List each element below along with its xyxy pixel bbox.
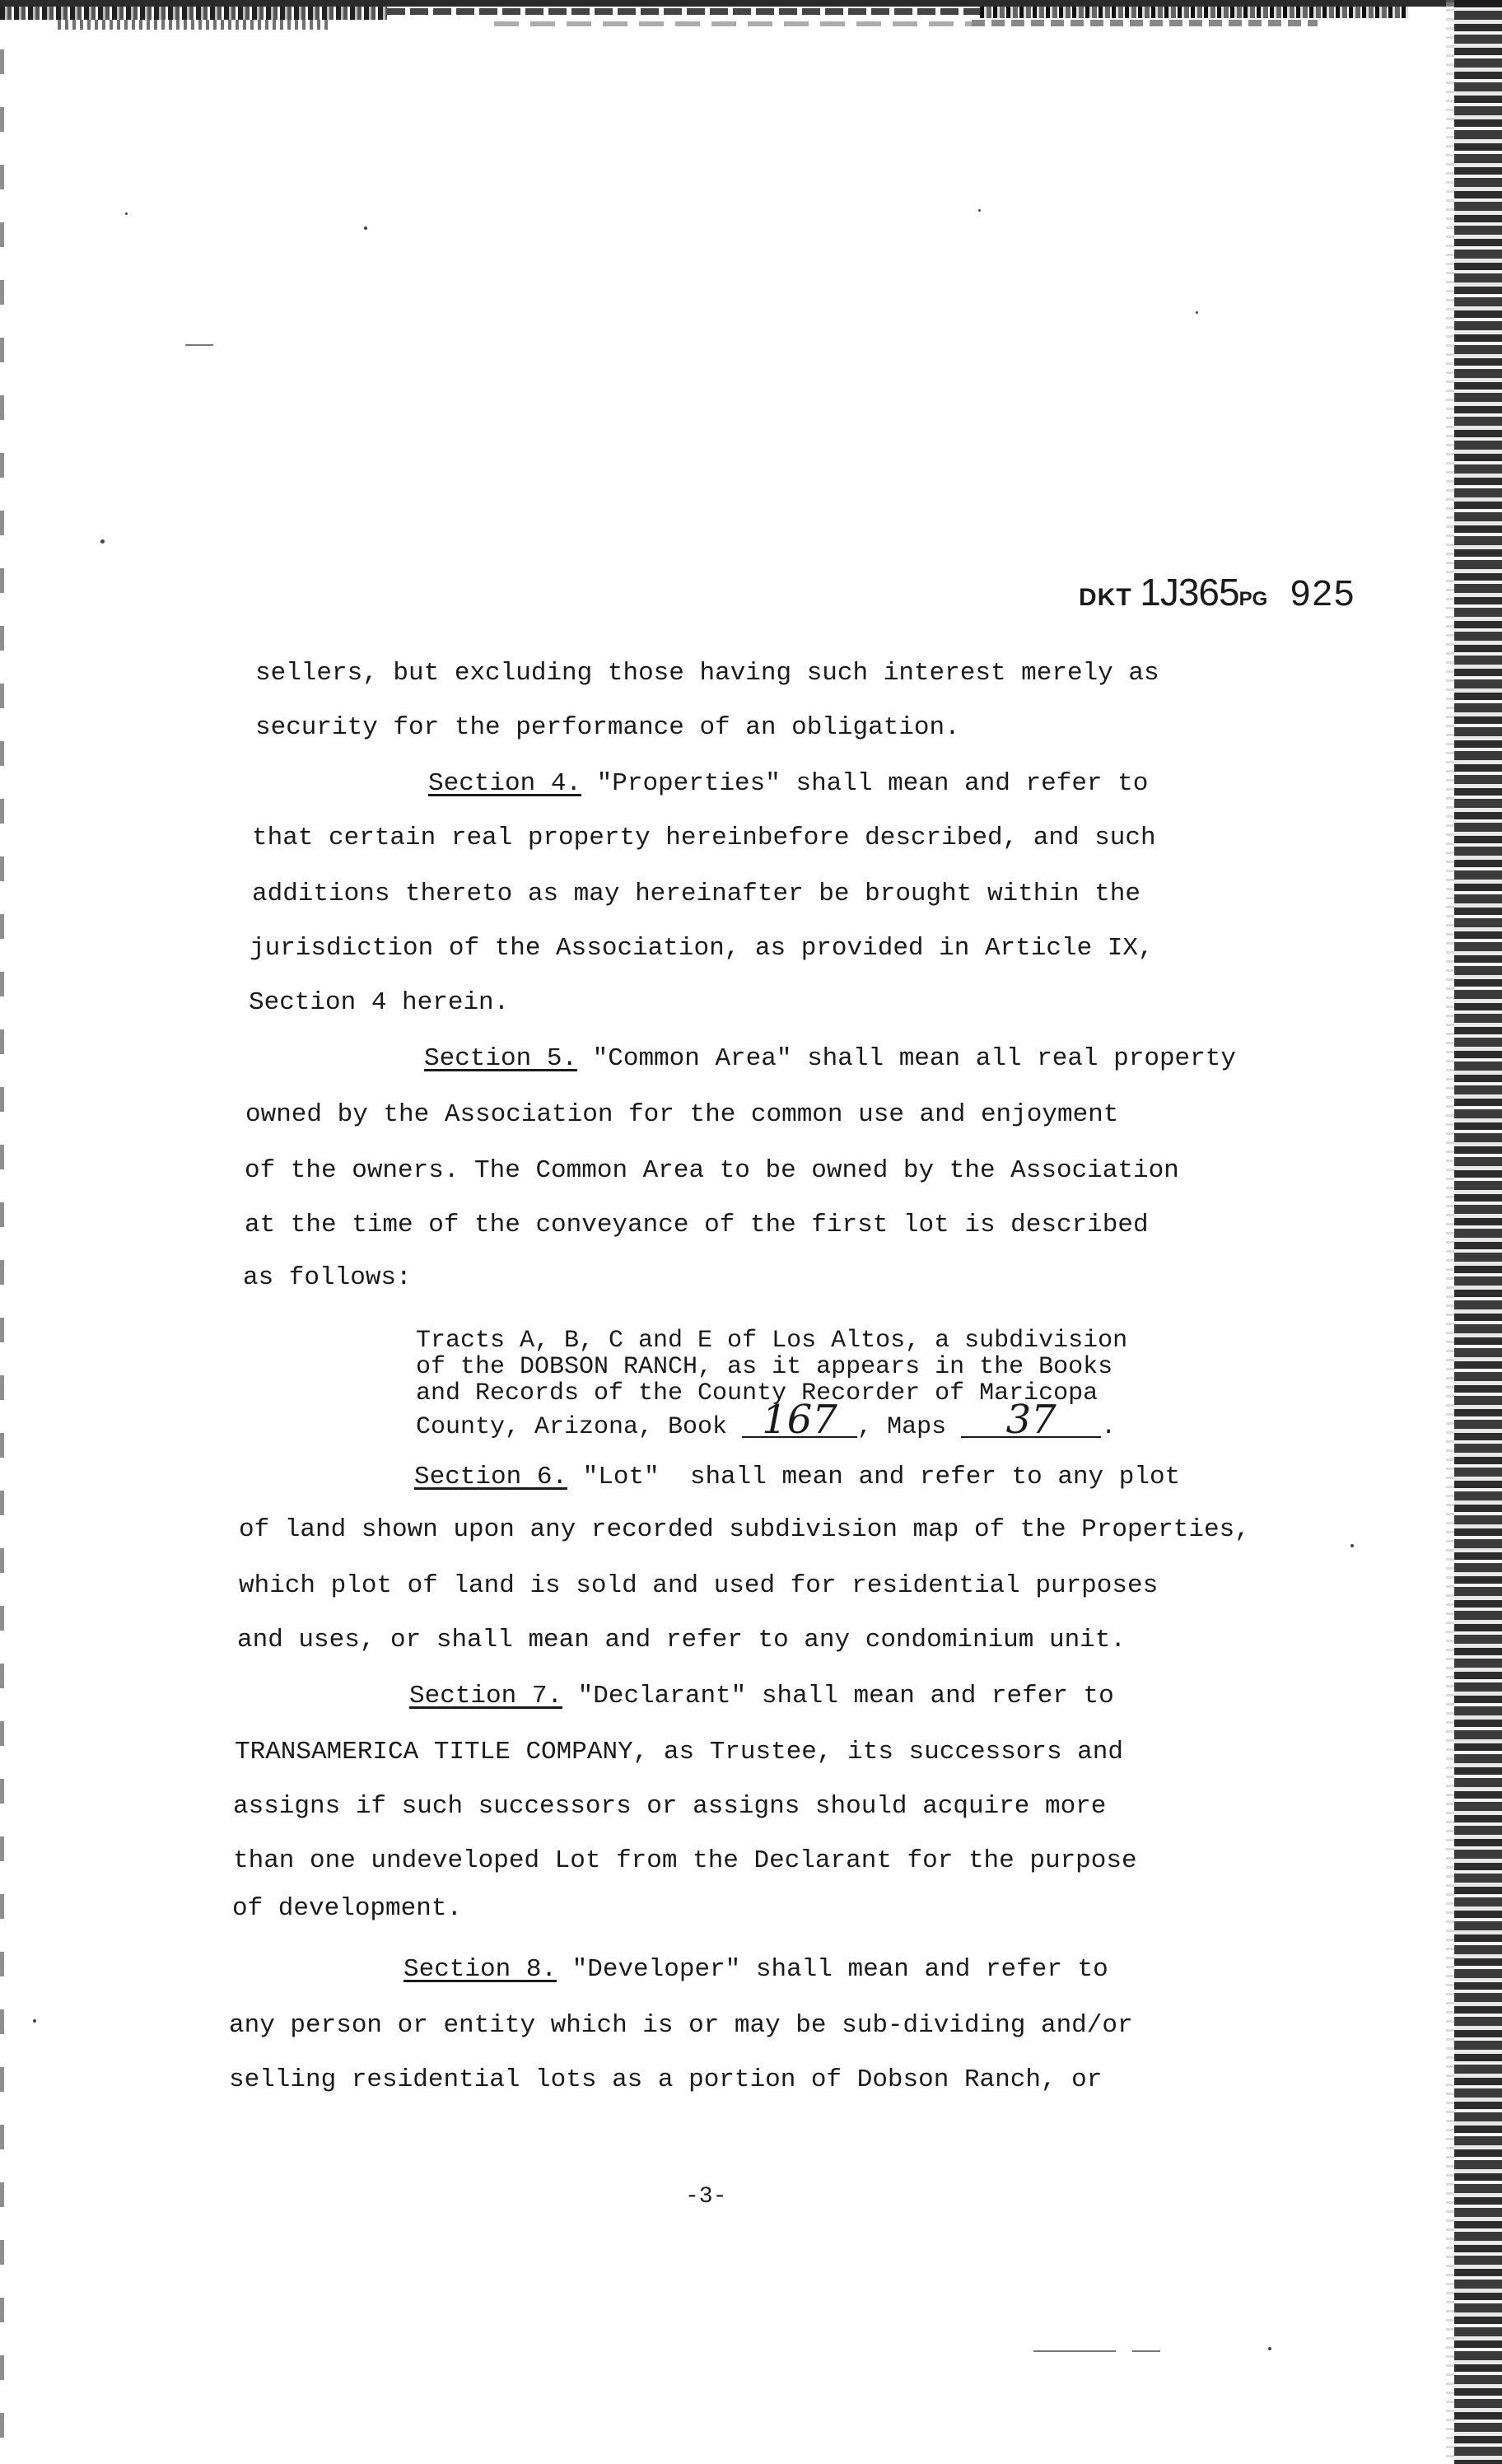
section-5-paragraph bbox=[424, 1044, 1236, 1074]
body-line: and uses, or shall mean and refer to any condominium unit. bbox=[237, 1626, 1126, 1654]
section-6-heading: Section 6. bbox=[414, 1463, 568, 1491]
body-line: security for the performance of an obligation. bbox=[255, 713, 960, 742]
body-line: Section 4 herein. bbox=[249, 988, 510, 1017]
scan-speck bbox=[364, 226, 367, 230]
section-8-paragraph bbox=[403, 1955, 1108, 1985]
body-line: at the time of the conveyance of the first lot is described bbox=[245, 1211, 1149, 1239]
book-number-handwritten: 167 bbox=[742, 1403, 857, 1438]
scan-speck bbox=[1350, 1544, 1354, 1547]
legal-description-line: of the DOBSON RANCH, as it appears in the Books bbox=[416, 1353, 1113, 1381]
scan-speck bbox=[1196, 311, 1198, 314]
section-8-heading: Section 8. bbox=[403, 1955, 557, 1984]
scan-speck bbox=[978, 209, 981, 212]
scan-left-border bbox=[0, 49, 4, 2464]
section-4-paragraph bbox=[428, 769, 1148, 799]
section-8-text: "Developer" shall mean and refer to bbox=[557, 1955, 1108, 1984]
body-line: assigns if such successors or assigns should acquire more bbox=[233, 1792, 1107, 1821]
scan-mark bbox=[185, 344, 213, 346]
section-5-heading: Section 5. bbox=[424, 1044, 578, 1073]
recording-page-label: PG bbox=[1238, 588, 1268, 610]
scan-right-border bbox=[1454, 0, 1502, 2464]
section-4-heading: Section 4. bbox=[428, 769, 582, 798]
section-4-text: "Properties" shall mean and refer to bbox=[581, 769, 1149, 798]
maps-label: , Maps bbox=[857, 1413, 962, 1441]
body-line: of land shown upon any recorded subdivision map of the Properties, bbox=[239, 1515, 1250, 1544]
recording-book: 1J365 bbox=[1140, 571, 1239, 614]
section-6-text: "Lot" shall mean and refer to any plot bbox=[567, 1463, 1181, 1491]
legal-description-end: . bbox=[1101, 1413, 1117, 1441]
scan-top-border bbox=[0, 0, 1502, 38]
scan-mark bbox=[1132, 2350, 1160, 2352]
body-line: than one undeveloped Lot from the Declarant for the purpose bbox=[233, 1846, 1137, 1875]
legal-description-line bbox=[416, 1397, 1117, 1443]
section-7-heading: Section 7. bbox=[409, 1682, 563, 1710]
recording-stamp bbox=[1079, 570, 1355, 614]
legal-description-line: Tracts A, B, C and E of Los Altos, a subdivision bbox=[416, 1327, 1128, 1355]
body-line: any person or entity which is or may be sub-dividing and/or bbox=[229, 2011, 1133, 2040]
section-5-text: "Common Area" shall mean all real property bbox=[577, 1044, 1236, 1073]
scan-speck bbox=[33, 2019, 36, 2023]
scan-right-shadow bbox=[1446, 0, 1454, 2464]
body-line: which plot of land is sold and used for residential purposes bbox=[239, 1571, 1159, 1600]
body-line: TRANSAMERICA TITLE COMPANY, as Trustee, its successors and bbox=[235, 1738, 1123, 1766]
legal-description-line: and Records of the County Recorder of Maricopa bbox=[416, 1379, 1099, 1407]
scan-speck bbox=[100, 539, 105, 544]
legal-description-county: County, Arizona, Book bbox=[416, 1413, 743, 1441]
body-line: sellers, but excluding those having such interest merely as bbox=[255, 659, 1159, 688]
body-line: selling residential lots as a portion of Dobson Ranch, or bbox=[229, 2065, 1103, 2094]
scan-mark bbox=[1033, 2350, 1116, 2352]
body-line: as follows: bbox=[243, 1263, 412, 1292]
section-6-paragraph bbox=[414, 1463, 1180, 1492]
body-line: owned by the Association for the common use and enjoyment bbox=[245, 1100, 1119, 1129]
recording-prefix: DKT bbox=[1079, 584, 1132, 611]
body-line: of development. bbox=[232, 1894, 463, 1923]
maps-number-handwritten: 37 bbox=[961, 1403, 1101, 1438]
body-line: jurisdiction of the Association, as provided in Article IX, bbox=[250, 934, 1154, 963]
scan-speck bbox=[1268, 2347, 1271, 2350]
body-line: of the owners. The Common Area to be owned by the Association bbox=[245, 1156, 1179, 1185]
page-number: -3- bbox=[685, 2184, 727, 2210]
section-7-text: "Declarant" shall mean and refer to bbox=[562, 1682, 1114, 1710]
scan-speck bbox=[125, 212, 128, 215]
recording-page: 925 bbox=[1290, 573, 1356, 614]
body-line: that certain real property hereinbefore described, and such bbox=[252, 824, 1156, 852]
body-line: additions thereto as may hereinafter be brought within the bbox=[252, 880, 1140, 908]
section-7-paragraph bbox=[409, 1682, 1114, 1711]
